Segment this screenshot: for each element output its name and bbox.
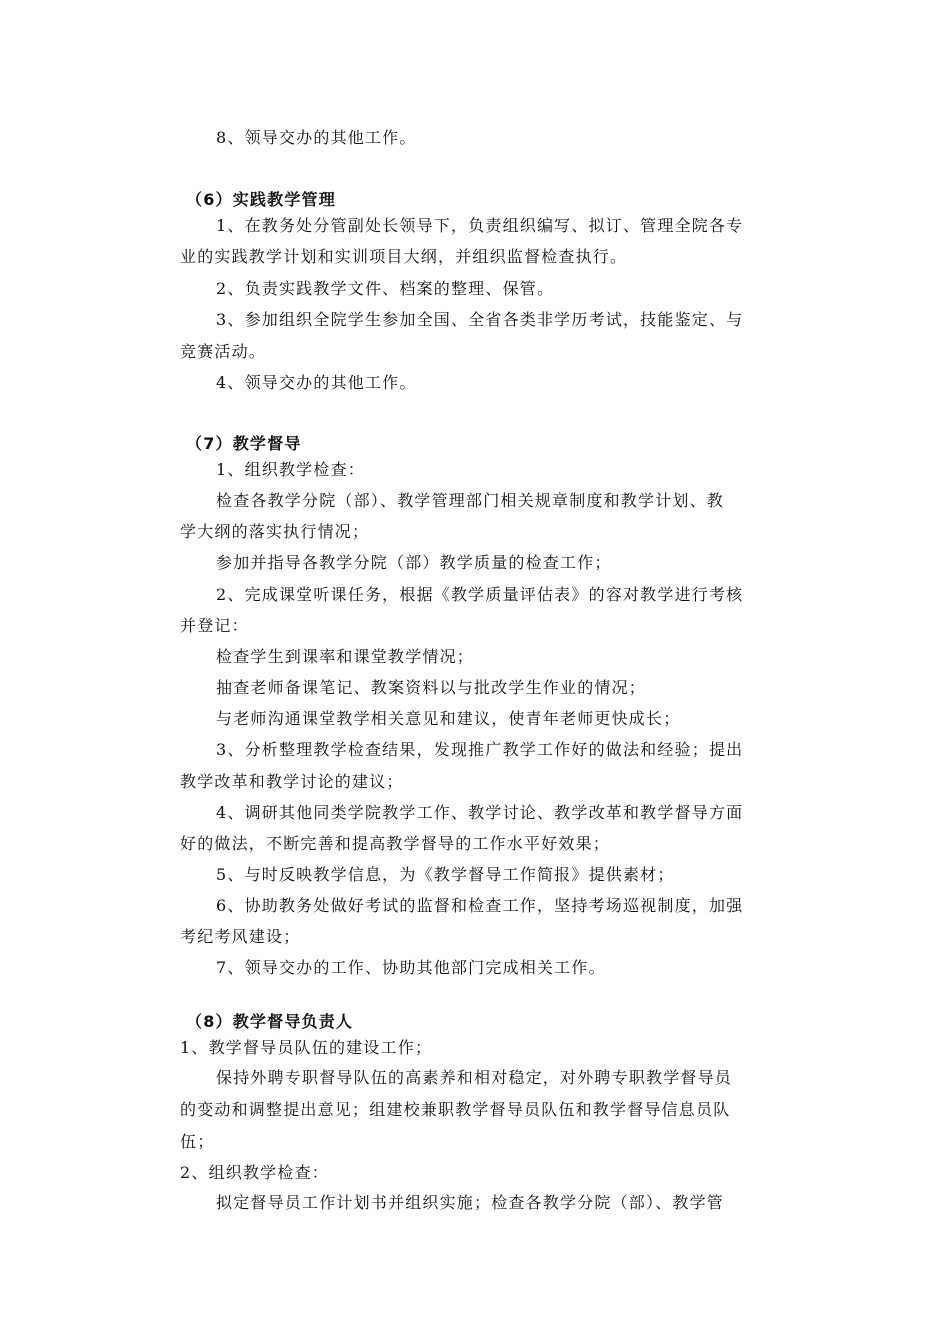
paragraph-line: 1、在教务处分管副处长领导下，负责组织编写、拟订、管理全院各专 xyxy=(216,216,744,235)
paragraph-line: 参加并指导各教学分院（部）教学质量的检查工作； xyxy=(216,553,612,572)
paragraph-line: 检查学生到课率和课堂教学情况； xyxy=(216,647,475,666)
paragraph-line: 8、领导交办的其他工作。 xyxy=(216,128,417,147)
paragraph-line: 抽查老师备课笔记、教案资料以与批改学生作业的情况； xyxy=(216,678,647,697)
paragraph-line: 竞赛活动。 xyxy=(180,342,267,361)
paragraph-line: 拟定督导员工作计划书并组织实施；检查各教学分院（部）、教学管 xyxy=(216,1193,725,1212)
paragraph-line: 2、组织教学检查： xyxy=(180,1163,329,1182)
paragraph-line: 5、与时反映教学信息，为《教学督导工作简报》提供素材； xyxy=(216,865,675,884)
paragraph-line: 3、分析整理教学检查结果，发现推广教学工作好的做法和经验；提出 xyxy=(216,740,744,759)
paragraph-line: 学大纲的落实执行情况； xyxy=(180,522,370,541)
paragraph-line: 保持外聘专职督导队伍的高素养和相对稳定，对外聘专职教学督导员 xyxy=(216,1068,733,1087)
paragraph-line: 4、调研其他同类学院教学工作、教学讨论、教学改革和教学督导方面 xyxy=(216,803,744,822)
paragraph-line: 教学改革和教学讨论的建议； xyxy=(180,772,404,791)
paragraph-line: 考纪考风建设； xyxy=(180,927,301,946)
paragraph-line: 2、完成课堂听课任务，根据《教学质量评估表》的容对教学进行考核 xyxy=(216,585,744,604)
paragraph-line: 3、参加组织全院学生参加全国、全省各类非学历考试，技能鉴定、与 xyxy=(216,310,744,329)
paragraph-line: 检查各教学分院（部）、教学管理部门相关规章制度和教学计划、教 xyxy=(216,491,725,510)
paragraph-line: 2、负责实践教学文件、档案的整理、保管。 xyxy=(216,279,555,298)
paragraph-line: 伍； xyxy=(180,1132,215,1151)
paragraph-line: 1、组织教学检查： xyxy=(216,460,365,479)
paragraph-line: 并登记： xyxy=(180,616,249,635)
paragraph-line: 业的实践教学计划和实训项目大纲，并组织监督检查执行。 xyxy=(180,247,628,266)
paragraph-line: 的变动和调整提出意见；组建校兼职教学督导员队伍和教学督导信息员队 xyxy=(180,1100,731,1119)
paragraph-line: 与老师沟通课堂教学相关意见和建议，使青年老师更快成长； xyxy=(216,709,681,728)
paragraph-line: 6、协助教务处做好考试的监督和检查工作，坚持考场巡视制度，加强 xyxy=(216,896,744,915)
section-heading-8: （8）教学督导负责人 xyxy=(186,1012,354,1031)
paragraph-line: 7、领导交办的工作、协助其他部门完成相关工作。 xyxy=(216,958,606,977)
paragraph-line: 1、教学督导员队伍的建设工作； xyxy=(180,1038,433,1057)
section-heading-6: （6）实践教学管理 xyxy=(186,190,336,209)
section-heading-7: （7）教学督导 xyxy=(186,434,302,453)
paragraph-line: 好的做法，不断完善和提高教学督导的工作水平好效果； xyxy=(180,834,611,853)
paragraph-line: 4、领导交办的其他工作。 xyxy=(216,373,417,392)
